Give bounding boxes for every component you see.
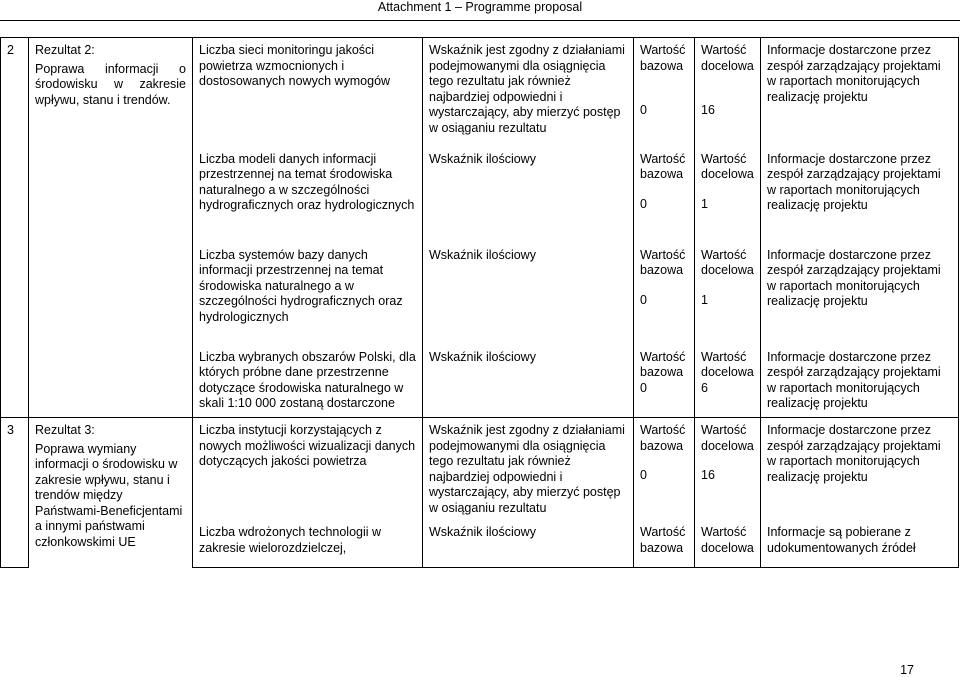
indicator-cell: Liczba wybranych obszarów Polski, dla których próbne dane przestrzenne dotyczące środowiska naturalnego w skali 1:10 000 zostaną dostarczone [193,345,423,418]
table-row [1,243,959,345]
target-value: 1 [701,196,708,211]
base-value: 0 [640,103,647,117]
base-label: Wartość bazowa [640,525,686,555]
row-number-empty [1,345,29,418]
indicator-cell: Liczba systemów bazy danych informacji przestrzennej na temat środowiska naturalnego a w szczególności hydrograficznych oraz hydrologicznych [193,243,423,345]
base-value-cell [634,520,695,567]
base-label: Wartość bazowa [640,247,686,277]
result-cell-empty [29,345,193,418]
table-row [1,418,959,521]
result-description: Poprawa wymiany informacji o środowisku w zakresie wpływu, stanu i trendów między Państwami-Beneficjentami a innymi państwami członkowskimi UE [35,441,183,549]
target-value-cell [695,520,761,567]
result-cell [29,38,193,147]
row-number-empty [1,147,29,243]
row-number: 3 [1,418,29,521]
description-cell: Wskaźnik jest zgodny z działaniami podejmowanymi dla osiągnięcia tego rezultatu jak również najbardziej odpowiedni i wystarczający, aby mierzyć postęp w osiąganiu rezultatu [423,38,634,147]
result-cell-empty [29,147,193,243]
base-value-cell [634,147,695,243]
description-cell: Wskaźnik ilościowy [423,345,634,418]
indicator-cell: Liczba instytucji korzystających z nowych możliwości wizualizacji danych dotyczących jakości powietrza [193,418,423,521]
target-label: Wartość docelowa [701,423,754,453]
target-value-cell [695,147,761,243]
result-cell [29,418,193,568]
base-value-cell [634,418,695,521]
base-value: 0 [640,196,647,211]
target-value-cell [695,345,761,418]
result-description: Poprawa informacji o środowisku w zakresie wpływu, stanu i trendów. [35,61,186,107]
base-value-cell [634,345,695,418]
target-label: Wartość docelowa [701,525,754,555]
table-row [1,345,959,418]
result-title: Rezultat 3: [35,423,95,437]
base-label: Wartość bazowa [640,43,686,73]
row-number: 2 [1,38,29,147]
description-cell: Wskaźnik ilościowy [423,243,634,345]
base-label: Wartość bazowa [640,349,686,379]
target-value: 6 [701,380,708,395]
target-value: 16 [701,468,715,482]
target-label: Wartość docelowa [701,43,754,73]
row-number-empty [1,243,29,345]
source-cell: Informacje dostarczone przez zespół zarządzający projektami w raportach monitorujących realizację projektu [761,243,959,345]
description-cell: Wskaźnik jest zgodny z działaniami podejmowanymi dla osiągnięcia tego rezultatu jak również najbardziej odpowiedni i wystarczający, aby mierzyć postęp w osiąganiu rezultatu [423,418,634,521]
source-cell: Informacje dostarczone przez zespół zarządzający projektami w raportach monitorujących realizację projektu [761,345,959,418]
table-row [1,147,959,243]
indicator-cell: Liczba wdrożonych technologii w zakresie wielorozdzielczej, [193,520,423,567]
base-value: 0 [640,380,647,395]
target-value: 16 [701,103,715,117]
programme-table [0,37,959,568]
source-cell: Informacje dostarczone przez zespół zarządzający projektami w raportach monitorujących realizację projektu [761,147,959,243]
target-value-cell [695,243,761,345]
base-label: Wartość bazowa [640,151,686,181]
base-value-cell [634,38,695,147]
indicator-cell: Liczba modeli danych informacji przestrzennej na temat środowiska naturalnego a w szczególności hydrograficznych oraz hydrologicznych [193,147,423,243]
row-number-empty [1,520,29,567]
page-header: Attachment 1 – Programme proposal [377,0,583,14]
base-value: 0 [640,292,647,307]
page-number: 17 [900,663,914,677]
target-value-cell [695,38,761,147]
source-cell: Informacje dostarczone przez zespół zarządzający projektami w raportach monitorujących realizację projektu [761,38,959,147]
base-value-cell [634,243,695,345]
description-cell: Wskaźnik ilościowy [423,147,634,243]
result-cell-empty [29,243,193,345]
target-value-cell [695,418,761,521]
target-label: Wartość docelowa [701,247,754,277]
base-value: 0 [640,468,647,482]
description-cell: Wskaźnik ilościowy [423,520,634,567]
result-title: Rezultat 2: [35,43,95,57]
target-label: Wartość docelowa [701,151,754,181]
base-label: Wartość bazowa [640,423,686,453]
source-cell: Informacje są pobierane z udokumentowanych źródeł [761,520,959,567]
header-rule [0,20,960,21]
table-row [1,38,959,147]
target-label: Wartość docelowa [701,349,754,379]
target-value: 1 [701,292,708,307]
source-cell: Informacje dostarczone przez zespół zarządzający projektami w raportach monitorujących realizację projektu [761,418,959,521]
indicator-cell: Liczba sieci monitoringu jakości powietrza wzmocnionych i dostosowanych nowych wymogów [193,38,423,147]
